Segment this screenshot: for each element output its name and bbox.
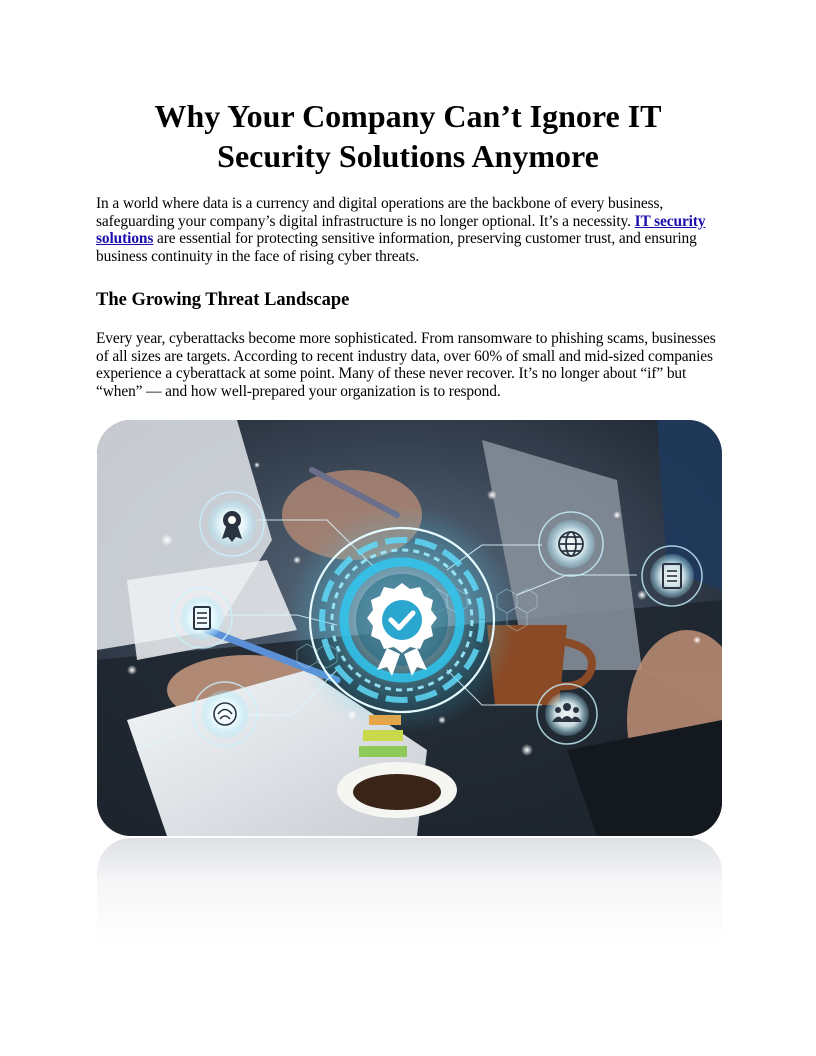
- people-icon-node: [537, 684, 597, 744]
- intro-text-before: In a world where data is a currency and digital operations are the backbone of every business, safeguarding your company’s digital infrastructure is no longer optional. It’s a necessity.: [96, 195, 664, 230]
- intro-text-after: are essential for protecting sensitive information, preserving customer trust, and ensuring business continuity in the face of rising cyber threats.: [96, 230, 697, 265]
- coffee: [353, 774, 441, 810]
- fingerprint-icon-node: [193, 682, 257, 746]
- cybersecurity-illustration: [97, 420, 722, 836]
- central-security-badge: [287, 505, 517, 735]
- tab-green: [359, 746, 407, 757]
- illustration-svg: [97, 420, 722, 836]
- it-security-solutions-link[interactable]: IT security solutions: [96, 212, 706, 248]
- clipboard-icon-node: [642, 546, 702, 606]
- intro-paragraph: [96, 195, 720, 265]
- page-title: [96, 96, 720, 176]
- section-heading: The Growing Threat Landscape: [96, 290, 350, 310]
- illustration-reflection: [97, 838, 722, 948]
- title-line-2: Security Solutions Anymore: [217, 138, 599, 174]
- award-icon-node: [200, 492, 264, 556]
- title-line-1: Why Your Company Can’t Ignore IT: [154, 98, 662, 134]
- globe-icon-node: [539, 512, 603, 576]
- document-icon-node: [172, 588, 232, 648]
- section-paragraph: Every year, cyberattacks become more sophisticated. From ransomware to phishing scams, businesses of all sizes are targets. According to recent industry data, over 60% of small and mid-sized companies experience a cyberattack at some point. Many of these never recover. It’s no longer about “if” but “when” — and how well-prepared your organization is to respond.: [96, 330, 716, 400]
